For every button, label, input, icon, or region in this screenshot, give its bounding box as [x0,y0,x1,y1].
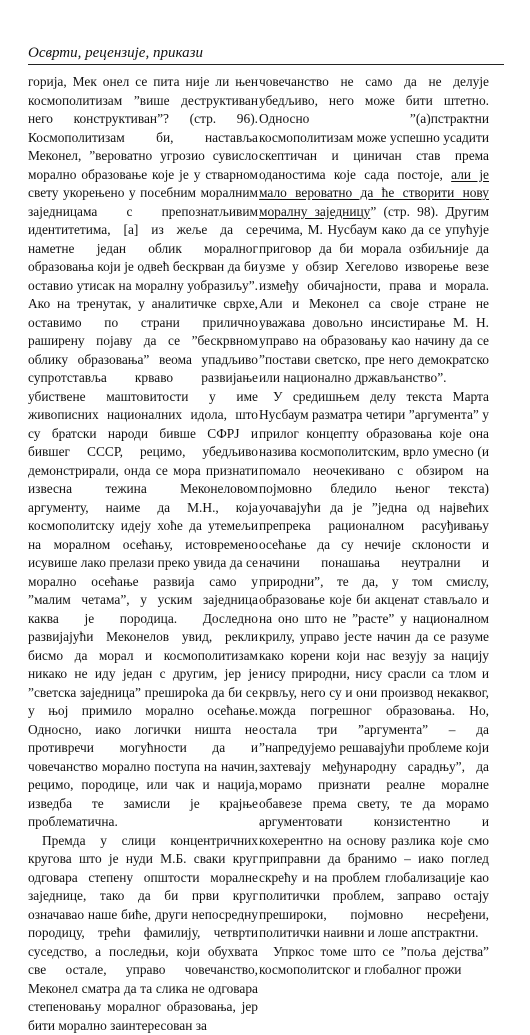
right-p1-start: човечанство не само да не делује убедљиво, него може бити штетно. Односно ”(а)пстрактни космополитизам може успешно усадити скептичан и циничан став према оданостима које сада постоје, [259,74,489,182]
left-paragraph-1: горија, Мек онел се пита није ли њен космополитизам ”више деструктиван него конструктиван”? (стр. 96). Космополитизам би, наставља Меконел, ”вероватно угрозио сувисло морално образовање које је у стварном свету укорењено у посебним моралним заједницама с препознатљивим идентитетима, [а] из жеље да се наметне један облик моралног образовања који је одвећ бескрван да би оставио утисак на моралну уобразиљу”. Ако на тренутак, у аналитичке сврхе, оставимо по страни прилично раширену појаву да се ”бескрвном облику образовања” веома упадљиво супротставља крваво развијање убиствене маштовитости у име живописних националних идола, што су братски народи бивше СФРЈ и бившег СССР, рецимо, убедљиво демонстрирали, онда се мора признати извесна тежина Меконеловом аргументу, наиме да М.Н., која космополитску идеју хоће да утемељи на моралном осећању, истовремено исувише лако прелази преко увида да се морално осећање развија само у ”малим четама”, у уским заједница каква је породица. Доследно развијајући Меконелов увид, рекли бисмо да морал и космополитизам никако не иду један с другим, јер је ”светска заједница” прешироka да би се у њој примило морално осећање. Односно, иако логички ништа не противречи могућности да и човечанство морално поступа на начин, рецимо, породице, или чак и нација, изведба те замисли је крајње проблематична. [28,73,258,832]
header-rule [28,64,504,65]
left-column [28,73,258,1035]
right-column [259,73,489,980]
right-paragraph-1 [259,73,489,388]
left-paragraph-2: Премда у слици концентричних кругова што је нуди М.Б. сваки круг одговара степену општости моралне заједнице, тако да би први круг означавао наше биће, други непосредну породицу, трећи фамилију, четврти суседство, а последњи, који обухвата све остале, управо човечанство, Меконел сматра да та слика не одговара степеновању моралног образовања, јер бити морално заинтересован за [28,832,258,1035]
right-paragraph-3: Упркос томе што се ”поља дејства” космополитског и глобалног прожи [259,943,489,980]
right-paragraph-2: У средишњем делу текста Марта Нусбаум разматра четири ”аргумента” у прилог концепту образовања које она назива космополитским, врло умесно (и помало неочекивано с обзиром на појмовно бледило њеног текста) уочавајући да је ”једна од највећих препрека рационалном расуђивању осећање да су нечије склоности и начини понашања неутрални и природни”, те да, у том смислу, образовање које би акценат стављало и на оно што не ”расте” у националном крилу, управо јесте начин да се разуме како корени који нас везују за нацију нису природни, нису срасли са тлом и крвљу, него су и они производ некаквог, можда погрешног образовања. Но, остала три ”аргумента” – да ”напредујемо решавајући проблеме који захтевају међународну сарадњу”, да морамо признати реалне моралне обавезе према свету, те да морамо аргументовати конзистентно и кохерентно на основу разлика које смо припрaвни да бранимо – иако поглед скрећу и на проблем глобализације као политички проблем, заправо остају прешироки, појмовно несређени, политички наивни и лоше апстрактни. [259,388,489,943]
running-header: Осврти, рецензије, прикази [28,44,508,62]
right-p1-underlined: али је мало вероватно да ће створити нову моралну заједницу [259,167,489,219]
right-p1-end: ” (стр. 98). Другим речима, М. Нусбаум како да се упућује приговор да би морала озбиљније да узме у обзир Хегелово изворење везе између обичајности, права и морала. Али и Меконел са своје стране не уважава довољно инсистирање М. Н. управо на образовању као начину да се ”постави светско, пре него демократско или национално држављанство”. [259,204,489,386]
